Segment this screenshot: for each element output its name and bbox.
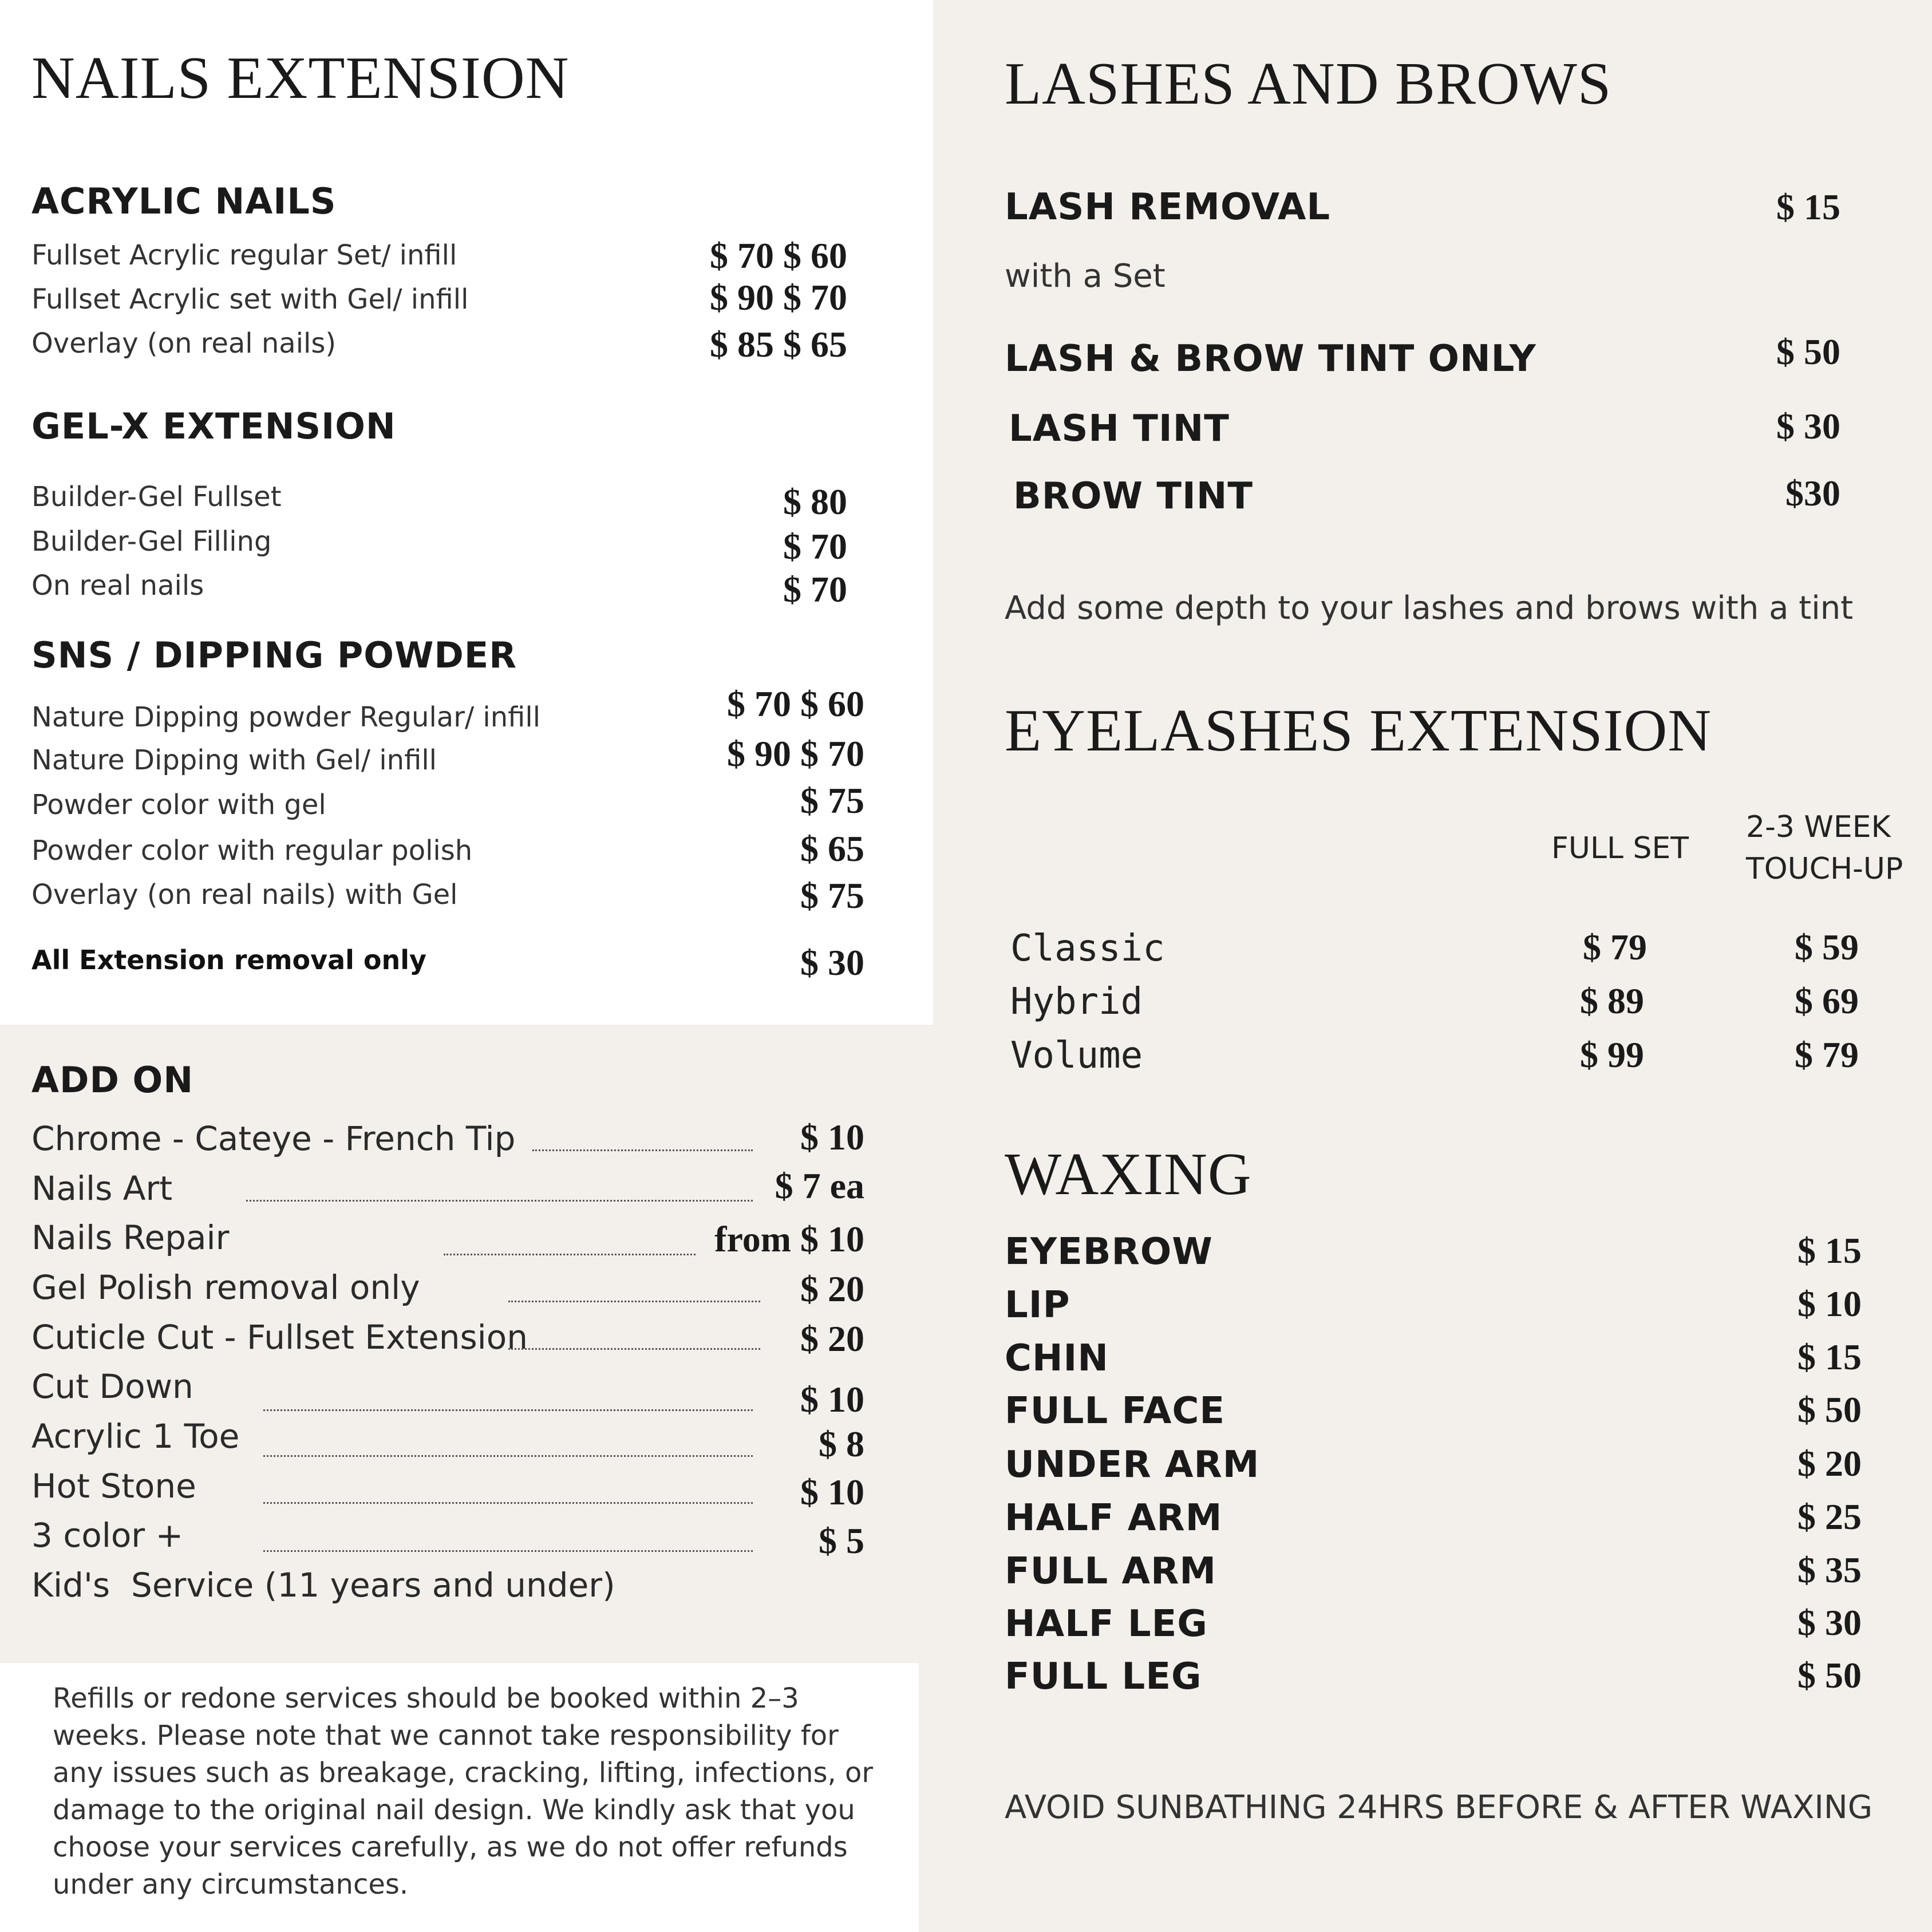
- lashes-title: LASHES AND BROWS: [1005, 50, 1612, 117]
- dot-leader: [532, 1149, 753, 1151]
- removal-name: All Extension removal only: [31, 945, 427, 975]
- dot-leader: [263, 1550, 753, 1552]
- gelx-item-name: Builder-Gel Fullset: [31, 481, 282, 513]
- gelx-item-name: On real nails: [31, 570, 204, 602]
- col-full-set: FULL SET: [1551, 831, 1689, 866]
- addon-item-name: 3 color +: [31, 1516, 184, 1555]
- dot-leader: [263, 1502, 753, 1504]
- dot-leader: [246, 1200, 753, 1202]
- addon-item-name: Hot Stone: [31, 1467, 196, 1506]
- wax-item-price: $ 20: [1797, 1443, 1862, 1484]
- lash-removal-note: with a Set: [1005, 258, 1165, 295]
- gelx-item-price: $ 70: [783, 569, 847, 610]
- addon-item-name: Nails Repair: [31, 1218, 230, 1257]
- wax-item-price: $ 50: [1797, 1389, 1862, 1430]
- col-touch-up: TOUCH-UP: [1746, 852, 1903, 886]
- eyelash-title: EYELASHES EXTENSION: [1005, 697, 1712, 764]
- col-touch-up: 2-3 WEEK: [1746, 810, 1891, 844]
- wax-item-name: LIP: [1005, 1284, 1070, 1326]
- wax-item-price: $ 50: [1797, 1655, 1862, 1696]
- dot-leader: [508, 1348, 760, 1350]
- acrylic-heading: ACRYLIC NAILS: [31, 180, 337, 222]
- acrylic-item-name: Fullset Acrylic set with Gel/ infill: [31, 283, 469, 315]
- wax-item-name: HALF LEG: [1005, 1603, 1208, 1645]
- dot-leader: [444, 1254, 696, 1255]
- gelx-item-price: $ 80: [783, 481, 847, 522]
- gelx-item-name: Builder-Gel Filling: [31, 526, 272, 558]
- acrylic-item-price: $ 90 $ 70: [710, 277, 847, 318]
- sns-item-price: $ 65: [800, 828, 864, 869]
- eyelash-row-name: Classic: [1010, 927, 1165, 970]
- waxing-title: WAXING: [1005, 1140, 1252, 1207]
- dot-leader: [263, 1409, 753, 1411]
- sns-item-price: $ 70 $ 60: [727, 683, 864, 724]
- addon-item-price: $ 10: [800, 1379, 864, 1420]
- kids-service: Kid's Service (11 years and under): [31, 1566, 615, 1605]
- sns-item-name: Powder color with regular polish: [31, 835, 473, 867]
- lash-item-price: $ 50: [1776, 331, 1840, 372]
- acrylic-item-name: Fullset Acrylic regular Set/ infill: [31, 239, 457, 271]
- addon-item-name: Cuticle Cut - Fullset Extension: [31, 1318, 528, 1357]
- sns-item-name: Nature Dipping with Gel/ infill: [31, 744, 437, 776]
- acrylic-item-name: Overlay (on real nails): [31, 327, 337, 359]
- addon-item-name: Nails Art: [31, 1169, 173, 1208]
- dot-leader: [508, 1301, 760, 1302]
- lash-item-name: LASH TINT: [1009, 408, 1230, 450]
- gelx-heading: GEL-X EXTENSION: [31, 405, 396, 447]
- eyelash-row-name: Hybrid: [1010, 981, 1143, 1023]
- sns-item-price: $ 75: [800, 875, 864, 916]
- wax-item-price: $ 10: [1797, 1283, 1862, 1324]
- acrylic-item-price: $ 85 $ 65: [710, 324, 847, 365]
- gelx-item-price: $ 70: [783, 526, 847, 567]
- sns-item-price: $ 75: [800, 780, 864, 821]
- wax-item-name: HALF ARM: [1005, 1497, 1223, 1539]
- wax-item-price: $ 15: [1797, 1230, 1862, 1271]
- lash-item-name: LASH & BROW TINT ONLY: [1005, 338, 1536, 380]
- waxing-note: AVOID SUNBATHING 24HRS BEFORE & AFTER WAXING: [1005, 1789, 1873, 1826]
- wax-item-name: CHIN: [1005, 1337, 1109, 1380]
- lash-item-price: $ 30: [1776, 406, 1840, 447]
- wax-item-price: $ 30: [1797, 1602, 1862, 1643]
- policy-note: Refills or redone services should be booked within 2–3 weeks. Please note that we cannot take responsibility for any issues such as breakage, cracking, lifting, infections, or damage to the original nail design. We kindly ask that you choose your services carefully, as we do not offer refunds under any circumstances.: [53, 1682, 874, 1901]
- sns-item-name: Nature Dipping powder Regular/ infill: [31, 701, 541, 733]
- sns-item-name: Powder color with gel: [31, 789, 326, 821]
- addon-item-price: $ 7 ea: [775, 1165, 864, 1206]
- addon-item-name: Cut Down: [31, 1367, 193, 1406]
- eyelash-full-price: $ 89: [1580, 981, 1644, 1021]
- removal-price: $ 30: [800, 942, 864, 983]
- addon-item-price: $ 8: [819, 1424, 864, 1464]
- acrylic-item-price: $ 70 $ 60: [710, 235, 847, 276]
- addon-item-price: $ 10: [800, 1117, 864, 1157]
- addon-item-name: Gel Polish removal only: [31, 1268, 420, 1307]
- lash-item-price: $30: [1785, 473, 1840, 513]
- lash-removal-name: LASH REMOVAL: [1005, 186, 1331, 228]
- wax-item-price: $ 25: [1797, 1496, 1862, 1537]
- addon-item-price: $ 5: [819, 1520, 864, 1561]
- addon-item-price: $ 20: [800, 1269, 864, 1309]
- addon-item-name: Chrome - Cateye - French Tip: [31, 1119, 516, 1158]
- sns-item-name: Overlay (on real nails) with Gel: [31, 879, 458, 911]
- wax-item-price: $ 35: [1797, 1550, 1862, 1590]
- wax-item-name: FULL LEG: [1005, 1656, 1202, 1698]
- eyelash-touch-price: $ 79: [1795, 1034, 1859, 1075]
- addon-item-price: $ 10: [800, 1472, 864, 1512]
- eyelash-row-name: Volume: [1010, 1034, 1143, 1077]
- wax-item-name: FULL FACE: [1005, 1390, 1226, 1432]
- addon-item-name: Acrylic 1 Toe: [31, 1417, 240, 1456]
- nails-title: NAILS EXTENSION: [31, 44, 570, 111]
- lash-item-name: BROW TINT: [1013, 475, 1254, 517]
- wax-item-name: FULL ARM: [1005, 1550, 1217, 1593]
- eyelash-touch-price: $ 69: [1795, 981, 1859, 1021]
- eyelash-touch-price: $ 59: [1795, 927, 1859, 967]
- wax-item-name: EYEBROW: [1005, 1231, 1213, 1273]
- addon-item-price: $ 20: [800, 1318, 864, 1359]
- lash-tagline: Add some depth to your lashes and brows with a tint: [1005, 590, 1854, 627]
- addon-item-price: from $ 10: [714, 1219, 864, 1259]
- eyelash-full-price: $ 79: [1583, 927, 1647, 967]
- addon-heading: ADD ON: [31, 1059, 194, 1101]
- wax-item-price: $ 15: [1797, 1337, 1862, 1377]
- dot-leader: [263, 1455, 753, 1457]
- eyelash-full-price: $ 99: [1580, 1034, 1644, 1075]
- lash-removal-price: $ 15: [1776, 187, 1840, 227]
- sns-heading: SNS / DIPPING POWDER: [31, 634, 517, 676]
- sns-item-price: $ 90 $ 70: [727, 733, 864, 774]
- wax-item-name: UNDER ARM: [1005, 1444, 1260, 1486]
